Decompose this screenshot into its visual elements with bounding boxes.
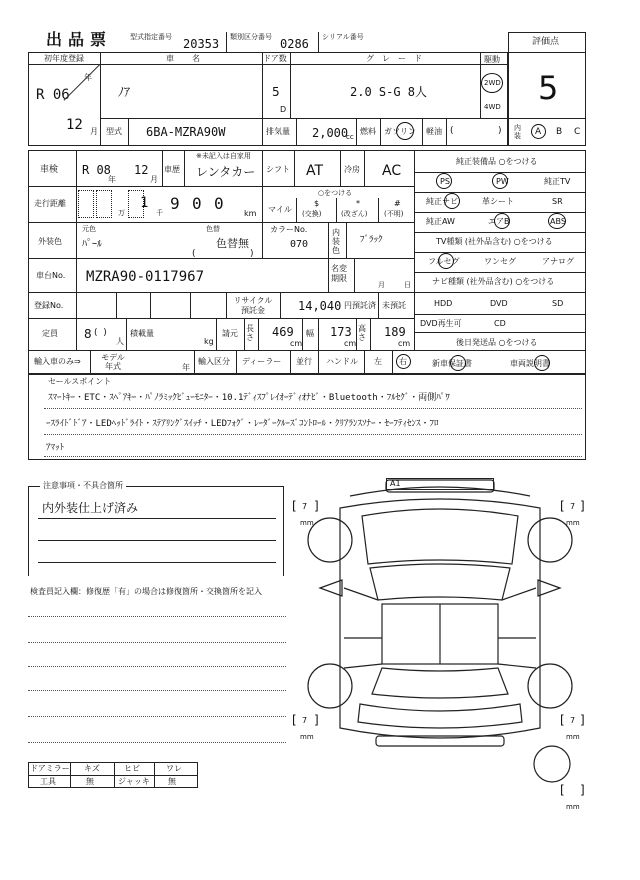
- recycle-unit: 円預託済: [344, 301, 376, 310]
- doors-value: 5: [272, 85, 280, 99]
- divider: [354, 258, 355, 292]
- mileage-digit-4: 0: [214, 194, 224, 213]
- divider: [392, 350, 393, 374]
- sales-rule-2: [44, 434, 582, 435]
- sales-line-1: ｽﾏｰﾄｷｰ・ETC・ｽﾍﾟｱｷｰ・ﾊﾟﾉﾗﾐｯｸﾋﾞｭｰﾓﾆﾀｰ・10.1ﾃﾞｨｽﾌﾟﾚｲｵｰﾃﾞｨｵﾅﾋﾞ・Bluetooth・ﾌﾙｾｸﾞ・両側ﾊﾟﾜ: [48, 393, 450, 403]
- divider: [296, 118, 297, 146]
- divider: [262, 118, 263, 146]
- legend-r3: ジャッキ: [118, 777, 150, 786]
- unknown-label: (不明): [384, 210, 404, 218]
- register-label: 登録No.: [34, 301, 64, 310]
- repaint-label: 色替: [206, 225, 220, 233]
- parallel-label: 並行: [296, 357, 312, 366]
- divider: [356, 118, 357, 146]
- divider: [28, 258, 414, 259]
- first-reg-label: 初年度登録: [44, 54, 84, 63]
- divider: [150, 292, 151, 318]
- inspector-rule-5: [28, 716, 286, 717]
- capacity-label: 定員: [42, 329, 58, 338]
- tv-analog: アナログ: [542, 257, 574, 266]
- grade-value: 2.0 S-G 8人: [350, 85, 428, 99]
- repaint-paren-close: ): [250, 249, 254, 259]
- interior-b: B: [556, 127, 563, 137]
- grade-score-label: 評価点: [532, 37, 560, 47]
- class-value: 0286: [280, 37, 309, 51]
- displacement-value: 2,000: [312, 126, 349, 140]
- interior-color-label: 内装色: [332, 228, 340, 255]
- genuine-header: 純正装備品 ○をつける: [456, 157, 538, 166]
- car-name-label: 車名: [166, 54, 218, 63]
- legend-r4: 無: [168, 777, 176, 786]
- divider: [318, 318, 319, 350]
- mark-a1-box: [386, 478, 494, 490]
- exchange-label: (交換): [302, 210, 322, 218]
- divider: [226, 32, 227, 52]
- inspection-era: R 08: [82, 163, 111, 177]
- equip-airbag-circle: [494, 213, 510, 229]
- equip-airbag: エアB: [488, 217, 510, 226]
- divider: [414, 232, 586, 233]
- exchange-mark: $: [314, 199, 320, 208]
- right-label: 右: [399, 357, 407, 366]
- mileage-label: 走行距離: [34, 199, 66, 208]
- model-spec-label: 型式指定番号: [130, 33, 172, 41]
- mile-label: マイル: [268, 205, 292, 214]
- divider: [114, 762, 115, 788]
- interior-a-circle: [531, 124, 546, 139]
- notes-label: 注意事項・不具合箇所: [40, 482, 126, 490]
- capacity-value: 8: [84, 327, 92, 341]
- model-year-unit: 年: [182, 363, 190, 372]
- divider: [244, 318, 245, 350]
- legend-r2: 無: [86, 777, 94, 786]
- usage-label: 車歴: [164, 165, 180, 174]
- spare-bracket-close: ]: [580, 783, 585, 797]
- tire-fr-unit: mm: [566, 519, 580, 527]
- divider: [184, 150, 185, 186]
- tire-rr-bracket-close: ]: [580, 713, 585, 727]
- divider: [328, 258, 329, 292]
- class-label: 類別区分番号: [230, 33, 272, 41]
- later-manual-circle: [534, 355, 550, 371]
- sales-rule-1: [44, 408, 582, 409]
- legend-r1: 工具: [40, 777, 56, 786]
- page-title: 出品票: [46, 30, 113, 49]
- divider: [28, 775, 198, 776]
- dealer-label: ディーラー: [242, 357, 282, 366]
- notes-rule-2: [38, 540, 276, 541]
- inspector-rule-6: [28, 742, 286, 743]
- equip-leather: 革シート: [482, 197, 514, 206]
- height-label: 高さ: [358, 324, 366, 342]
- repaint-paren-open: (: [192, 249, 196, 259]
- interior-a: A: [535, 127, 542, 137]
- navi-dvd-play: DVD再生可: [420, 319, 462, 328]
- divider: [340, 150, 341, 186]
- tv-one-seg: ワンセグ: [484, 257, 516, 266]
- fuel-label: 燃料: [360, 127, 376, 136]
- navi-header: ナビ種類 (社外品含む) ○をつける: [432, 277, 555, 286]
- recycle-unpaid: 未預託: [382, 301, 406, 310]
- first-reg-month: 12: [66, 117, 83, 133]
- original-color-label: 元色: [82, 225, 96, 233]
- unknown-mark: #: [394, 199, 401, 208]
- fuel-gasoline: ガソリン: [384, 127, 416, 136]
- doors-label: ドア数: [263, 54, 287, 63]
- grade-label: グレード: [366, 54, 430, 63]
- repaint-value: 色替無: [216, 237, 249, 250]
- shift-label: シフト: [266, 165, 290, 174]
- width-value: 173: [330, 325, 352, 339]
- color-no-value: 070: [290, 239, 309, 250]
- altered-mark: *: [356, 199, 360, 208]
- width-label: 幅: [306, 329, 314, 338]
- fuel-paren-open: (: [450, 126, 454, 136]
- tire-fl-bracket-open: [: [292, 499, 297, 513]
- model-year-label: モデル年式: [101, 353, 125, 371]
- legend-h1: ドアミラー: [30, 764, 70, 773]
- inspection-year-unit: 年: [108, 175, 116, 184]
- divider: [318, 32, 319, 52]
- capacity-unit: 人: [116, 337, 124, 346]
- sales-line-3: ｱﾏｯﾄ: [46, 443, 65, 453]
- divider: [262, 222, 263, 258]
- divider: [414, 272, 586, 273]
- divider: [280, 292, 281, 318]
- displacement-unit: cc: [346, 133, 354, 141]
- car-diagram: [290, 468, 590, 808]
- equip-ps-circle: [436, 173, 452, 189]
- length-label: 長さ: [246, 324, 254, 342]
- inspector-rule-2: [28, 642, 286, 643]
- height-unit: cm: [398, 339, 411, 348]
- aircon-value: AC: [382, 163, 402, 179]
- model-spec-value: 20353: [183, 37, 220, 51]
- divider: [446, 118, 447, 146]
- divider: [226, 292, 227, 318]
- divider: [28, 350, 586, 351]
- notes-rule-3: [38, 562, 276, 563]
- height-value: 189: [384, 325, 406, 339]
- divider: [414, 252, 586, 253]
- notes-rule-1: [38, 518, 276, 519]
- divider: [296, 198, 297, 222]
- fuel-paren-close: ): [498, 126, 502, 136]
- drive-2wd-circle: [481, 73, 503, 93]
- divider: [346, 222, 347, 258]
- divider: [364, 150, 365, 186]
- tire-rl-value: 7: [302, 716, 308, 725]
- left-label: 左: [374, 357, 382, 366]
- divider: [216, 318, 217, 350]
- divider: [378, 292, 379, 318]
- length-unit: cm: [290, 339, 303, 348]
- doors-sub: D: [280, 105, 287, 114]
- divider: [28, 222, 414, 223]
- divider: [336, 198, 337, 222]
- equip-navi-circle: [444, 193, 460, 209]
- mileage-digit-1: 1: [140, 195, 149, 211]
- usage-value: レンタカー: [196, 165, 256, 179]
- divider: [100, 118, 586, 119]
- divider: [414, 192, 586, 193]
- later-manual: 車両説明書: [510, 359, 550, 368]
- tv-full-seg: フルセグ: [428, 257, 460, 266]
- divider: [422, 118, 423, 146]
- altered-label: (改ざん): [341, 210, 368, 218]
- inspector-label: 検査員記入欄：修復歴「有」の場合は修復箇所・交換箇所を記入: [30, 587, 262, 596]
- legend-h2: キズ: [84, 764, 100, 773]
- tire-rl-unit: mm: [300, 733, 314, 741]
- spare-bracket-open: [: [560, 783, 565, 797]
- mileage-digit-2: 9: [170, 194, 180, 213]
- divider: [190, 292, 191, 318]
- drive-4wd: 4WD: [484, 103, 501, 111]
- divider: [262, 150, 263, 186]
- sales-label: セールスポイント: [48, 377, 112, 386]
- capacity-paren: ( ): [94, 328, 107, 338]
- later-warranty: 新車保証書: [432, 359, 472, 368]
- equip-abs: ABS: [550, 217, 566, 226]
- import-class-label: 輸入区分: [198, 357, 230, 366]
- name-change-month: 月: [378, 281, 385, 289]
- model-type-value: 6BA-MZRA90W: [146, 125, 226, 139]
- inspection-label: 車検: [40, 165, 59, 175]
- divider: [194, 350, 195, 374]
- usage-note: ※未記入は自家用: [196, 152, 251, 160]
- tv-header: TV種類 (社外品含む) ○をつける: [436, 237, 553, 246]
- divider: [126, 318, 127, 350]
- equip-genuine-tv: 純正TV: [544, 177, 571, 186]
- inspector-rule-4: [28, 690, 286, 691]
- divider: [116, 292, 117, 318]
- tire-fl-value: 7: [302, 502, 308, 511]
- divider: [162, 150, 163, 186]
- divider: [414, 314, 586, 315]
- payload-label: 積載量: [130, 329, 154, 338]
- equip-abs-circle: [548, 213, 566, 229]
- navi-cd: CD: [494, 319, 506, 328]
- width-unit: cm: [344, 339, 357, 348]
- chassis-value: MZRA90-0117967: [86, 269, 205, 285]
- tire-fr-bracket-open: [: [560, 499, 565, 513]
- divider: [76, 150, 77, 350]
- navi-sd: SD: [552, 299, 564, 308]
- equip-pw: PW: [496, 177, 509, 186]
- sales-block: [28, 374, 586, 460]
- recycle-amount: 14,040: [298, 299, 342, 313]
- mileage-digit-box-1: [78, 190, 94, 218]
- meter-note: ○をつける: [318, 189, 353, 197]
- payload-unit: kg: [204, 337, 214, 346]
- tire-rl-bracket-close: ]: [314, 713, 319, 727]
- divider: [258, 318, 259, 350]
- divider: [90, 350, 91, 374]
- divider: [328, 222, 329, 258]
- displacement-label: 排気量: [266, 127, 290, 136]
- interior-c: C: [574, 127, 581, 137]
- tire-rr-value: 7: [570, 716, 576, 725]
- navi-hdd: HDD: [434, 299, 453, 308]
- serial-label: シリアル番号: [322, 33, 364, 41]
- fuel-gasoline-circle: [396, 122, 414, 140]
- mark-a1: A1: [390, 479, 401, 488]
- equip-ps: PS: [440, 177, 450, 186]
- divider: [28, 186, 414, 187]
- divider: [318, 350, 319, 374]
- tire-rr-bracket-open: [: [560, 713, 565, 727]
- divider: [154, 762, 155, 788]
- divider: [70, 762, 71, 788]
- handle-label: ハンドル: [326, 357, 358, 366]
- exterior-color-label: 外装色: [38, 237, 62, 246]
- divider: [380, 118, 381, 146]
- divider: [378, 198, 379, 222]
- recycle-label: リサイクル預託金: [233, 296, 273, 315]
- model-type-label: 型式: [106, 127, 122, 136]
- tire-fr-bracket-close: ]: [580, 499, 585, 513]
- sales-rule-3: [44, 456, 582, 457]
- divider: [236, 350, 237, 374]
- tire-fr-value: 7: [570, 502, 576, 511]
- first-reg-year-unit: 年: [84, 73, 92, 82]
- drive-label: 駆動: [484, 55, 500, 64]
- tire-fl-bracket-close: ]: [314, 499, 319, 513]
- tire-fl-unit: mm: [300, 519, 314, 527]
- chassis-label: 車台No.: [36, 271, 66, 280]
- interior-color-value: ﾌﾞﾗｯｸ: [360, 235, 383, 245]
- right-circle: [396, 354, 411, 369]
- first-reg-month-unit: 月: [90, 127, 98, 136]
- divider: [364, 350, 365, 374]
- legend-h4: ワレ: [166, 764, 182, 773]
- equip-genuine-aw: 純正AW: [426, 217, 455, 226]
- divider: [414, 150, 415, 350]
- equip-sr: SR: [552, 197, 563, 206]
- drive-2wd: 2WD: [484, 79, 501, 87]
- inspector-rule-3: [28, 666, 286, 667]
- spare-unit: mm: [566, 803, 580, 811]
- car-name-value: ﾉｱ: [118, 85, 131, 99]
- tax-label: 請元: [222, 329, 238, 338]
- divider: [508, 52, 586, 53]
- divider: [302, 318, 303, 350]
- interior-label: 内装: [514, 124, 521, 140]
- legend-h3: ヒビ: [124, 764, 140, 773]
- divider: [370, 318, 371, 350]
- fuel-light-oil: 軽油: [426, 127, 442, 136]
- sales-line-2: ｰｽﾗｲﾄﾞﾄﾞｱ・LEDﾍｯﾄﾞﾗｲﾄ・ｽﾃｱﾘﾝｸﾞｽｲｯﾁ・LEDﾌｫｸﾞ・ﾚｰﾀﾞｰｸﾙｰｽﾞｺﾝﾄﾛｰﾙ・ｸﾘｱﾗﾝｽｿﾅｰ・ｾｰﾌﾃｨｾﾝｽ・ﾌﾛ: [46, 419, 439, 429]
- divider: [414, 292, 586, 293]
- divider: [28, 292, 414, 293]
- inspection-month: 12: [134, 163, 149, 177]
- divider: [128, 118, 129, 146]
- divider: [262, 186, 263, 222]
- shift-value: AT: [306, 163, 324, 179]
- import-label: 輸入車のみ⇒: [34, 357, 81, 366]
- color-no-label: カラーNo.: [270, 225, 308, 234]
- notes-text: 内外装仕上げ済み: [42, 501, 139, 515]
- mileage-sen-unit: 千: [156, 209, 163, 217]
- divider: [414, 332, 586, 333]
- mileage-man-unit: 万: [118, 209, 125, 217]
- divider: [294, 150, 295, 186]
- tv-full-seg-circle: [438, 253, 454, 269]
- original-color-value: ﾊﾟｰﾙ: [82, 239, 102, 250]
- inspector-rule-1: [28, 616, 286, 617]
- name-change-label: 名変期限: [331, 264, 347, 283]
- grade-score-value: 5: [538, 69, 559, 107]
- divider: [290, 52, 291, 118]
- mileage-km-unit: km: [244, 209, 257, 218]
- inspection-month-unit: 月: [150, 175, 158, 184]
- tire-rl-bracket-open: [: [292, 713, 297, 727]
- divider: [290, 350, 291, 374]
- equip-genuine-navi: 純正ナビ: [426, 197, 458, 206]
- mileage-digit-box-2: [96, 190, 112, 218]
- navi-dvd: DVD: [490, 299, 508, 308]
- later-warranty-circle: [450, 355, 466, 371]
- later-header: 後日発送品 ○をつける: [456, 338, 538, 347]
- tire-rr-unit: mm: [566, 733, 580, 741]
- first-reg-era: R 06: [36, 87, 70, 103]
- mileage-digit-3: 0: [192, 194, 202, 213]
- name-change-day: 日: [404, 281, 411, 289]
- divider: [356, 318, 357, 350]
- equip-pw-circle: [492, 173, 508, 189]
- aircon-label: 冷房: [344, 165, 360, 174]
- length-value: 469: [272, 325, 294, 339]
